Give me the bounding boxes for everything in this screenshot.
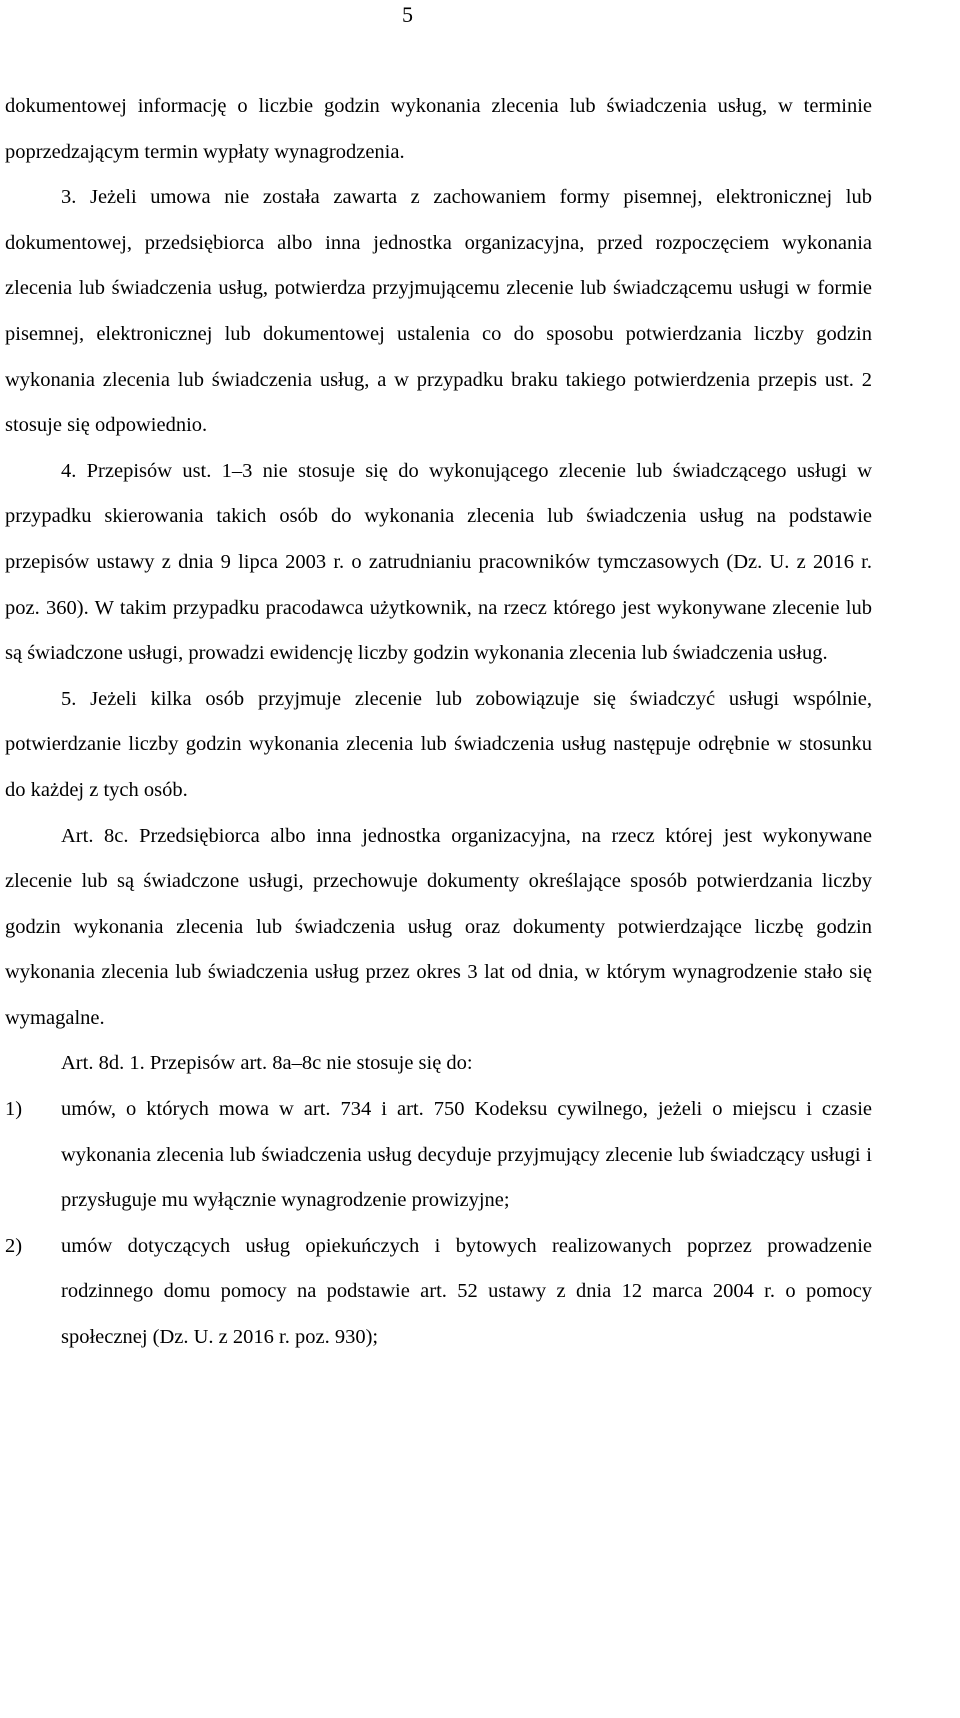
list-item xyxy=(5,1224,872,1361)
paragraph-art-8c: Art. 8c. Przedsiębiorca albo inna jednostka organizacyjna, na rzecz której jest wykonywane zlecenie lub są świadczone usługi, przechowuje dokumenty określające sposób potwierdzania liczby godzin wykonania zlecenia lub świadczenia usług oraz dokumenty potwierdzające liczbę godzin wykonania zlecenia lub świadczenia usług przez okres 3 lat od dnia, w którym wynagrodzenie stało się wymagalne. xyxy=(5,824,872,1029)
list-item-number: 1) xyxy=(5,1098,23,1121)
list-item-number: 2) xyxy=(5,1234,23,1257)
paragraph-continuation: dokumentowej informację o liczbie godzin wykonania zlecenia lub świadczenia usług, w terminie poprzedzającym termin wypłaty wynagrodzenia. xyxy=(5,95,872,163)
list-item-text: umów, o których mowa w art. 734 i art. 750 Kodeksu cywilnego, jeżeli o miejscu i czasie wykonania zlecenia lub świadczenia usług decyduje przyjmujący zlecenie lub świadczący usługi i przysługuje mu wyłącznie wynagrodzenie prowizyjne; xyxy=(61,1098,872,1212)
paragraph-ust-4: 4. Przepisów ust. 1–3 nie stosuje się do wykonującego zlecenie lub świadczącego usługi w przypadku skierowania takich osób do wykonania zlecenia lub świadczenia usług na podstawie przepisów ustawy z dnia 9 lipca 2003 r. o zatrudnianiu pracowników tymczasowych (Dz. U. z 2016 r. poz. 360). W takim przypadku pracodawca użytkownik, na rzecz którego jest wykonywane zlecenie lub są świadczone usługi, prowadzi ewidencję liczby godzin wykonania zlecenia lub świadczenia usług. xyxy=(5,459,872,665)
paragraph-ust-5: 5. Jeżeli kilka osób przyjmuje zlecenie lub zobowiązuje się świadczyć usługi wspólnie, potwierdzanie liczby godzin wykonania zlecenia lub świadczenia usług następuje odrębnie w stosunku do każdej z tych osób. xyxy=(5,687,872,801)
list-item xyxy=(5,1087,872,1224)
document-body xyxy=(5,84,872,1361)
paragraph-art-8d: Art. 8d. 1. Przepisów art. 8a–8c nie stosuje się do: xyxy=(61,1052,473,1075)
paragraph-ust-3: 3. Jeżeli umowa nie została zawarta z zachowaniem formy pisemnej, elektronicznej lub dokumentowej, przedsiębiorca albo inna jednostka organizacyjna, przed rozpoczęciem wykonania zlecenia lub świadczenia usług, potwierdza przyjmującemu zlecenie lub świadczącemu usługi w formie pisemnej, elektronicznej lub dokumentowej ustalenia co do sposobu potwierdzania liczby godzin wykonania zlecenia lub świadczenia usług, a w przypadku braku takiego potwierdzenia przepis ust. 2 stosuje się odpowiednio. xyxy=(5,186,872,437)
list-item-text: umów dotyczących usług opiekuńczych i bytowych realizowanych poprzez prowadzenie rodzinnego domu pomocy na podstawie art. 52 ustawy z dnia 12 marca 2004 r. o pomocy społecznej (Dz. U. z 2016 r. poz. 930); xyxy=(61,1234,872,1349)
page-number: 5 xyxy=(402,2,413,27)
